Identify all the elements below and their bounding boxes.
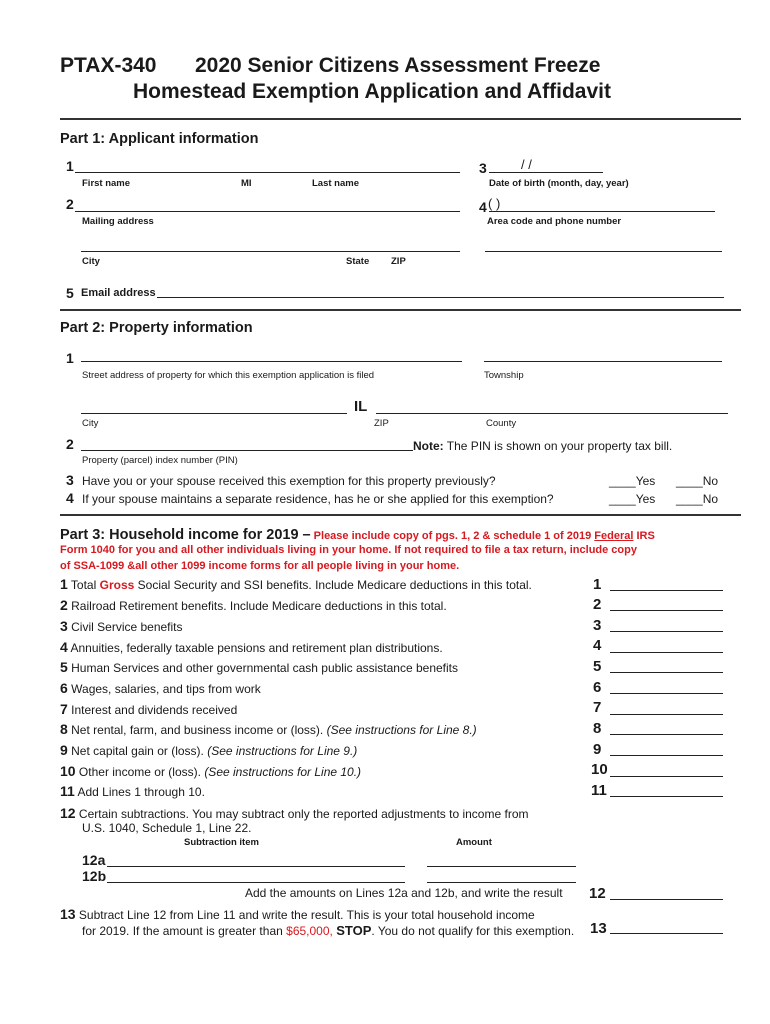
mailing-address-label: Mailing address xyxy=(82,216,154,227)
entry-num-7: 7 xyxy=(593,699,602,716)
email-label: Email address xyxy=(81,287,156,299)
entry-num-13: 13 xyxy=(590,920,607,937)
line-12a-amount-field[interactable] xyxy=(427,866,576,867)
entry-line-4[interactable] xyxy=(610,652,723,653)
line-12a-item-field[interactable] xyxy=(107,866,405,867)
pin-note-text: The PIN is shown on your property tax bill. xyxy=(446,439,673,453)
form-id: PTAX-340 xyxy=(60,54,157,77)
part3-red-federal: Federal xyxy=(594,530,634,542)
income-line-12-cont: U.S. 1040, Schedule 1, Line 22. xyxy=(82,821,252,835)
p2-line2-num: 2 xyxy=(66,436,74,452)
zip-county-field[interactable] xyxy=(376,413,728,414)
property-city-label: City xyxy=(82,418,99,429)
phone-label: Area code and phone number xyxy=(487,216,622,227)
line-12b-item-field[interactable] xyxy=(107,882,405,883)
entry-num-8: 8 xyxy=(593,720,602,737)
township-label: Township xyxy=(484,370,524,381)
county-label: County xyxy=(486,418,517,429)
income-line-2: 2 Railroad Retirement benefits. Include Medicare deductions in this total. xyxy=(60,597,447,613)
part2-rule xyxy=(60,514,741,516)
street-address-field[interactable] xyxy=(81,361,462,362)
email-field[interactable] xyxy=(157,297,724,298)
income-line-3: 3 Civil Service benefits xyxy=(60,618,183,634)
township-field[interactable] xyxy=(484,361,722,362)
income-line-10: 10 Other income or (loss). (See instructions for Line 10.) xyxy=(60,763,362,779)
entry-num-9: 9 xyxy=(593,741,602,758)
form-title-line1: 2020 Senior Citizens Assessment Freeze xyxy=(195,54,601,77)
entry-line-3[interactable] xyxy=(610,631,723,632)
property-zip-label: ZIP xyxy=(374,418,389,429)
entry-line-9[interactable] xyxy=(610,755,723,756)
part3-red-a: Please include copy of pgs. 1, 2 & schedule 1 of 2019 xyxy=(313,530,592,542)
dob-label: Date of birth (month, day, year) xyxy=(489,178,629,189)
p2-line3-num: 3 xyxy=(66,472,74,488)
line-12a-label: 12a xyxy=(82,852,106,868)
income-line-13: 13 Subtract Line 12 from Line 11 and write the result. This is your total household income xyxy=(60,906,535,922)
entry-line-1[interactable] xyxy=(610,590,723,591)
entry-num-3: 3 xyxy=(593,617,602,634)
form-title-line2: Homestead Exemption Application and Affidavit xyxy=(133,80,611,103)
part3-heading: Part 3: Household income for 2019 – xyxy=(60,527,311,543)
part3-red-line2: Form 1040 for you and all other individuals living in your home. If not required to file a tax return, include copy xyxy=(60,544,637,556)
part1-rule xyxy=(60,309,741,311)
line-12b-amount-field[interactable] xyxy=(427,882,576,883)
pin-note-bold: Note: xyxy=(413,439,444,453)
phone-field[interactable] xyxy=(489,211,715,212)
mailing-address-field[interactable] xyxy=(75,211,460,212)
street-address-label: Street address of property for which this exemption application is filed xyxy=(82,370,375,381)
q4-no[interactable]: ____No xyxy=(676,492,719,506)
part3-red-line3: of SSA-1099 &all other 1099 income forms for all people living in your home. xyxy=(60,560,460,572)
p1-line5-num: 5 xyxy=(66,285,74,301)
state-label: State xyxy=(346,256,370,267)
first-name-label: First name xyxy=(82,178,131,189)
income-line-11: 11 Add Lines 1 through 10. xyxy=(60,783,205,799)
mi-label: MI xyxy=(241,178,252,189)
last-name-label: Last name xyxy=(312,178,359,189)
q3-no[interactable]: ____No xyxy=(676,474,719,488)
p1-line4-num: 4 xyxy=(479,199,487,215)
income-line-8: 8 Net rental, farm, and business income or (loss). (See instructions for Line 8.) xyxy=(60,721,477,737)
city-state-zip-field[interactable] xyxy=(81,251,460,252)
part2-heading: Part 2: Property information xyxy=(60,320,253,336)
q3-text: Have you or your spouse received this exemption for this property previously? xyxy=(82,474,496,488)
income-line-13-cont: for 2019. If the amount is greater than $65,000, STOP. You do not qualify for this exemption. xyxy=(82,923,575,938)
entry-num-2: 2 xyxy=(593,596,602,613)
zip-label: ZIP xyxy=(391,256,406,267)
entry-num-1: 1 xyxy=(593,576,602,593)
income-line-7: 7 Interest and dividends received xyxy=(60,701,238,717)
entry-num-12: 12 xyxy=(589,885,606,902)
q3-yes[interactable]: ____Yes xyxy=(609,474,656,488)
q4-yes[interactable]: ____Yes xyxy=(609,492,656,506)
part3-heading-line xyxy=(60,527,655,543)
entry-line-12[interactable] xyxy=(610,899,723,900)
entry-line-8[interactable] xyxy=(610,734,723,735)
p1-line1-num: 1 xyxy=(66,158,74,174)
part3-red-irs: IRS xyxy=(636,530,655,542)
entry-num-6: 6 xyxy=(593,679,602,696)
line-12b-label: 12b xyxy=(82,868,107,884)
entry-line-5[interactable] xyxy=(610,672,723,673)
entry-num-11: 11 xyxy=(591,782,607,799)
entry-num-10: 10 xyxy=(591,761,608,778)
city-label: City xyxy=(82,256,100,267)
income-line-5: 5 Human Services and other governmental cash public assistance benefits xyxy=(60,659,459,675)
pin-label: Property (parcel) index number (PIN) xyxy=(82,455,238,466)
dob-slashes: / / xyxy=(521,157,532,172)
income-line-12: 12 Certain subtractions. You may subtract only the reported adjustments to income from xyxy=(60,805,529,821)
amount-header: Amount xyxy=(456,837,492,848)
income-line-1: 1 Total Gross Social Security and SSI benefits. Include Medicare deductions in this total. xyxy=(60,576,532,592)
state-il: IL xyxy=(354,398,368,415)
q4-text: If your spouse maintains a separate residence, has he or she applied for this exemption? xyxy=(82,492,554,506)
entry-line-11[interactable] xyxy=(610,796,723,797)
dob-field[interactable] xyxy=(489,172,603,173)
entry-line-2[interactable] xyxy=(610,610,723,611)
p1-line3-num: 3 xyxy=(479,160,487,176)
subtraction-item-header: Subtraction item xyxy=(184,837,259,848)
entry-line-6[interactable] xyxy=(610,693,723,694)
p2-line4-num: 4 xyxy=(66,490,74,506)
entry-num-5: 5 xyxy=(593,658,602,675)
name-field[interactable] xyxy=(75,172,460,173)
entry-line-7[interactable] xyxy=(610,714,723,715)
extra-field[interactable] xyxy=(485,251,722,252)
property-city-field[interactable] xyxy=(81,413,347,414)
part1-heading: Part 1: Applicant information xyxy=(60,131,259,147)
p2-line1-num: 1 xyxy=(66,350,74,366)
pin-note xyxy=(413,439,672,453)
header-rule xyxy=(60,118,741,120)
p1-line2-num: 2 xyxy=(66,196,74,212)
income-line-4: 4 Annuities, federally taxable pensions and retirement plan distributions. xyxy=(60,639,443,655)
pin-field[interactable] xyxy=(81,450,413,451)
income-line-9: 9 Net capital gain or (loss). (See instructions for Line 9.) xyxy=(60,742,358,758)
income-line-6: 6 Wages, salaries, and tips from work xyxy=(60,680,261,696)
entry-line-10[interactable] xyxy=(610,776,723,777)
entry-num-4: 4 xyxy=(593,637,602,654)
phone-parens: ( ) xyxy=(488,196,501,211)
entry-line-13[interactable] xyxy=(610,933,723,934)
line-12-add-text: Add the amounts on Lines 12a and 12b, and write the result xyxy=(245,886,563,900)
